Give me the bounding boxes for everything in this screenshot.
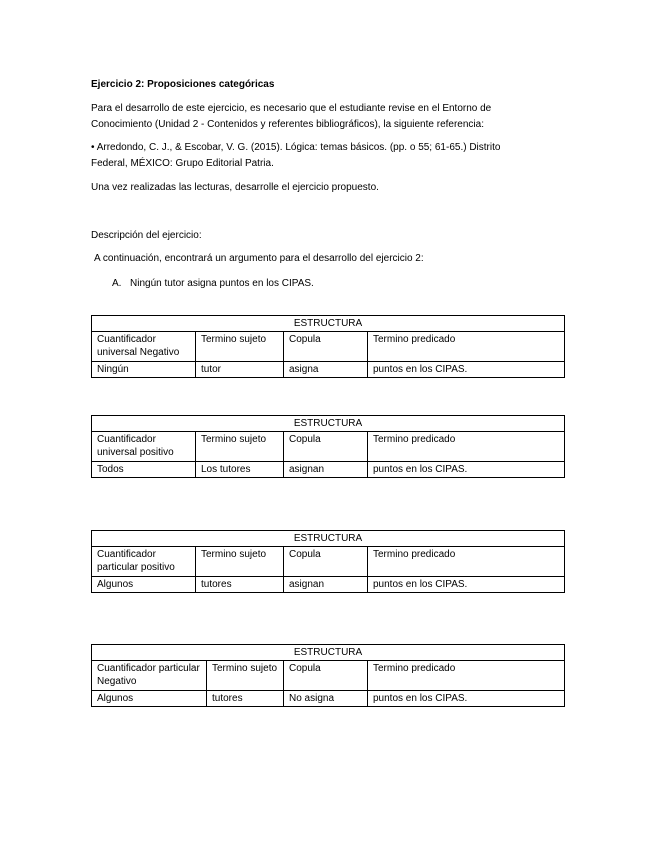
reference-line-2: Federal, MÉXICO: Grupo Editorial Patria. [91, 158, 274, 169]
header-quantifier: Cuantificador particular Negativo [92, 661, 207, 691]
cell-subject-term: tutor [196, 362, 284, 378]
cell-quantifier: Todos [92, 462, 196, 478]
continuation-text: A continuación, encontrará un argumento para el desarrollo del ejercicio 2: [94, 253, 424, 264]
structure-table-1 [91, 315, 565, 378]
header-copula: Copula [284, 661, 368, 691]
header-quantifier: Cuantificador universal positivo [92, 432, 196, 462]
structure-table-4 [91, 644, 565, 707]
table-heading: ESTRUCTURA [92, 645, 565, 661]
header-predicate-term: Termino predicado [368, 332, 565, 362]
cell-copula: asignan [284, 462, 368, 478]
cell-copula: asigna [284, 362, 368, 378]
description-label: Descripción del ejercicio: [91, 230, 202, 241]
table-row [92, 362, 565, 378]
header-subject-term: Termino sujeto [207, 661, 284, 691]
cell-subject-term: tutores [207, 691, 284, 707]
table-heading: ESTRUCTURA [92, 416, 565, 432]
cell-quantifier: Algunos [92, 577, 196, 593]
cell-copula: asignan [284, 577, 368, 593]
header-predicate-term: Termino predicado [368, 661, 565, 691]
table-heading: ESTRUCTURA [92, 316, 565, 332]
list-item-letter: A. [112, 278, 122, 289]
cell-predicate-term: puntos en los CIPAS. [368, 691, 565, 707]
cell-quantifier: Ningún [92, 362, 196, 378]
structure-table-2 [91, 415, 565, 478]
reference-line-1: • Arredondo, C. J., & Escobar, V. G. (2015). Lógica: temas básicos. (pp. o 55; 61-65.) Distrito [91, 142, 501, 153]
header-quantifier: Cuantificador universal Negativo [92, 332, 196, 362]
header-copula: Copula [284, 432, 368, 462]
header-copula: Copula [284, 547, 368, 577]
header-subject-term: Termino sujeto [196, 432, 284, 462]
cell-copula: No asigna [284, 691, 368, 707]
table-heading: ESTRUCTURA [92, 531, 565, 547]
table-row [92, 577, 565, 593]
cell-subject-term: tutores [196, 577, 284, 593]
table-row [92, 462, 565, 478]
list-item-text: Ningún tutor asigna puntos en los CIPAS. [130, 278, 314, 289]
header-quantifier: Cuantificador particular positivo [92, 547, 196, 577]
header-copula: Copula [284, 332, 368, 362]
header-predicate-term: Termino predicado [368, 547, 565, 577]
cell-predicate-term: puntos en los CIPAS. [368, 362, 565, 378]
cell-predicate-term: puntos en los CIPAS. [368, 577, 565, 593]
table-row [92, 691, 565, 707]
header-predicate-term: Termino predicado [368, 432, 565, 462]
structure-table-3 [91, 530, 565, 593]
intro-line-1: Para el desarrollo de este ejercicio, es necesario que el estudiante revise en el Entorno de [91, 103, 492, 114]
cell-predicate-term: puntos en los CIPAS. [368, 462, 565, 478]
header-subject-term: Termino sujeto [196, 332, 284, 362]
cell-subject-term: Los tutores [196, 462, 284, 478]
list-item-a [112, 276, 314, 291]
header-subject-term: Termino sujeto [196, 547, 284, 577]
after-reading-text: Una vez realizadas las lecturas, desarrolle el ejercicio propuesto. [91, 182, 379, 193]
intro-line-2: Conocimiento (Unidad 2 - Contenidos y referentes bibliográficos), la siguiente referencia: [91, 119, 484, 130]
exercise-title: Ejercicio 2: Proposiciones categóricas [91, 79, 275, 90]
cell-quantifier: Algunos [92, 691, 207, 707]
